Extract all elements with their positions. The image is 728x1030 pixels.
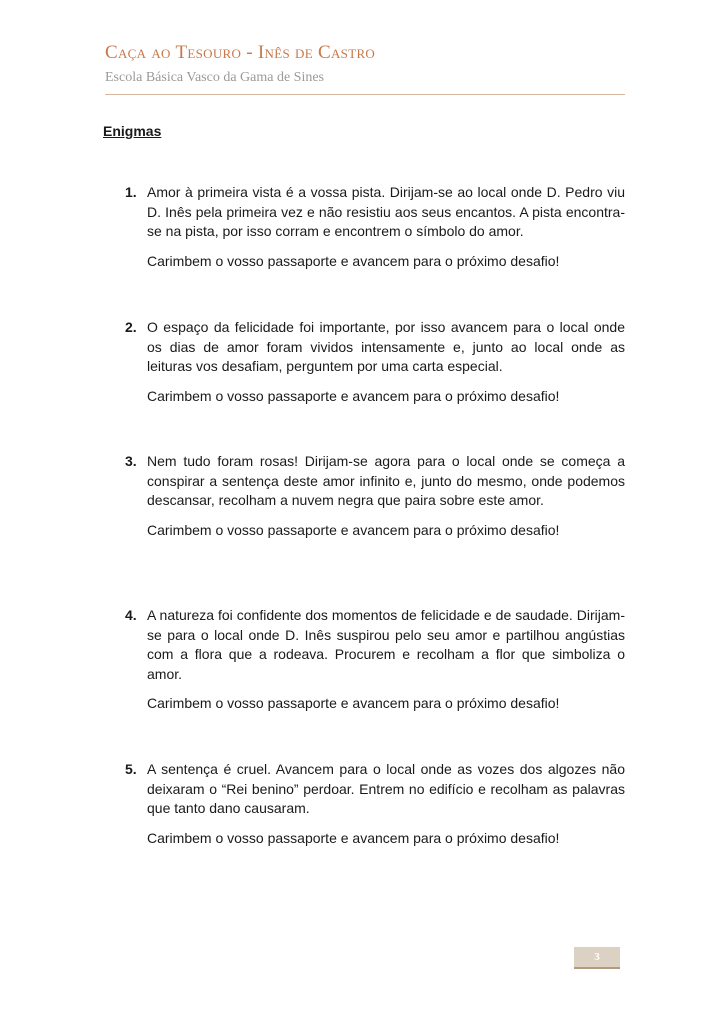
enigma-item-1 <box>125 183 625 271</box>
enigma-item-5 <box>125 760 625 848</box>
enigma-text: Nem tudo foram rosas! Dirijam-se agora para o local onde se começa a conspirar a sentença deste amor infinito e, junto do mesmo, onde podemos descansar, recolham a nuvem negra que paira sobre este amor. <box>147 453 625 509</box>
enigma-number: 2. <box>125 319 137 335</box>
enigma-instruction: Carimbem o vosso passaporte e avancem para o próximo desafio! <box>147 252 560 269</box>
enigma-text: A sentença é cruel. Avancem para o local onde as vozes dos algozes não deixaram o “Rei benino” perdoar. Entrem no edifício e recolham as palavras que tanto dano causaram. <box>147 761 625 817</box>
enigma-text: O espaço da felicidade foi importante, por isso avancem para o local onde os dias de amor foram vividos intensamente e, junto ao local onde as leituras vos desafiam, perguntem por uma carta especial. <box>147 319 625 375</box>
enigma-instruction: Carimbem o vosso passaporte e avancem para o próximo desafio! <box>147 521 560 538</box>
enigma-item-2 <box>125 318 625 406</box>
enigma-text: A natureza foi confidente dos momentos de felicidade e de saudade. Dirijam-se para o local onde D. Inês suspirou pelo seu amor e partilhou angústias com a flora que a rodeava. Procurem e recolham a flor que simboliza o amor. <box>147 607 625 682</box>
enigma-item-3 <box>125 452 625 540</box>
enigma-number: 5. <box>125 761 137 777</box>
document-subtitle: Escola Básica Vasco da Gama de Sines <box>105 70 325 85</box>
document-title: Caça ao Tesouro - Inês de Castro <box>105 42 376 63</box>
enigma-number: 1. <box>125 184 137 200</box>
page-number-badge: 3 <box>574 947 620 969</box>
enigma-number: 3. <box>125 453 137 469</box>
enigma-instruction: Carimbem o vosso passaporte e avancem para o próximo desafio! <box>147 829 560 846</box>
enigma-instruction: Carimbem o vosso passaporte e avancem para o próximo desafio! <box>147 695 560 712</box>
enigma-instruction: Carimbem o vosso passaporte e avancem para o próximo desafio! <box>147 387 560 404</box>
enigma-text: Amor à primeira vista é a vossa pista. Dirijam-se ao local onde D. Pedro viu D. Inês pela primeira vez e não resistiu aos seus encantos. A pista encontra-se na pista, por isso corram e encontrem o símbolo do amor. <box>147 184 625 240</box>
header-divider <box>105 94 625 95</box>
enigma-number: 4. <box>125 607 137 623</box>
enigma-item-4 <box>125 606 625 714</box>
section-heading: Enigmas <box>103 123 162 139</box>
